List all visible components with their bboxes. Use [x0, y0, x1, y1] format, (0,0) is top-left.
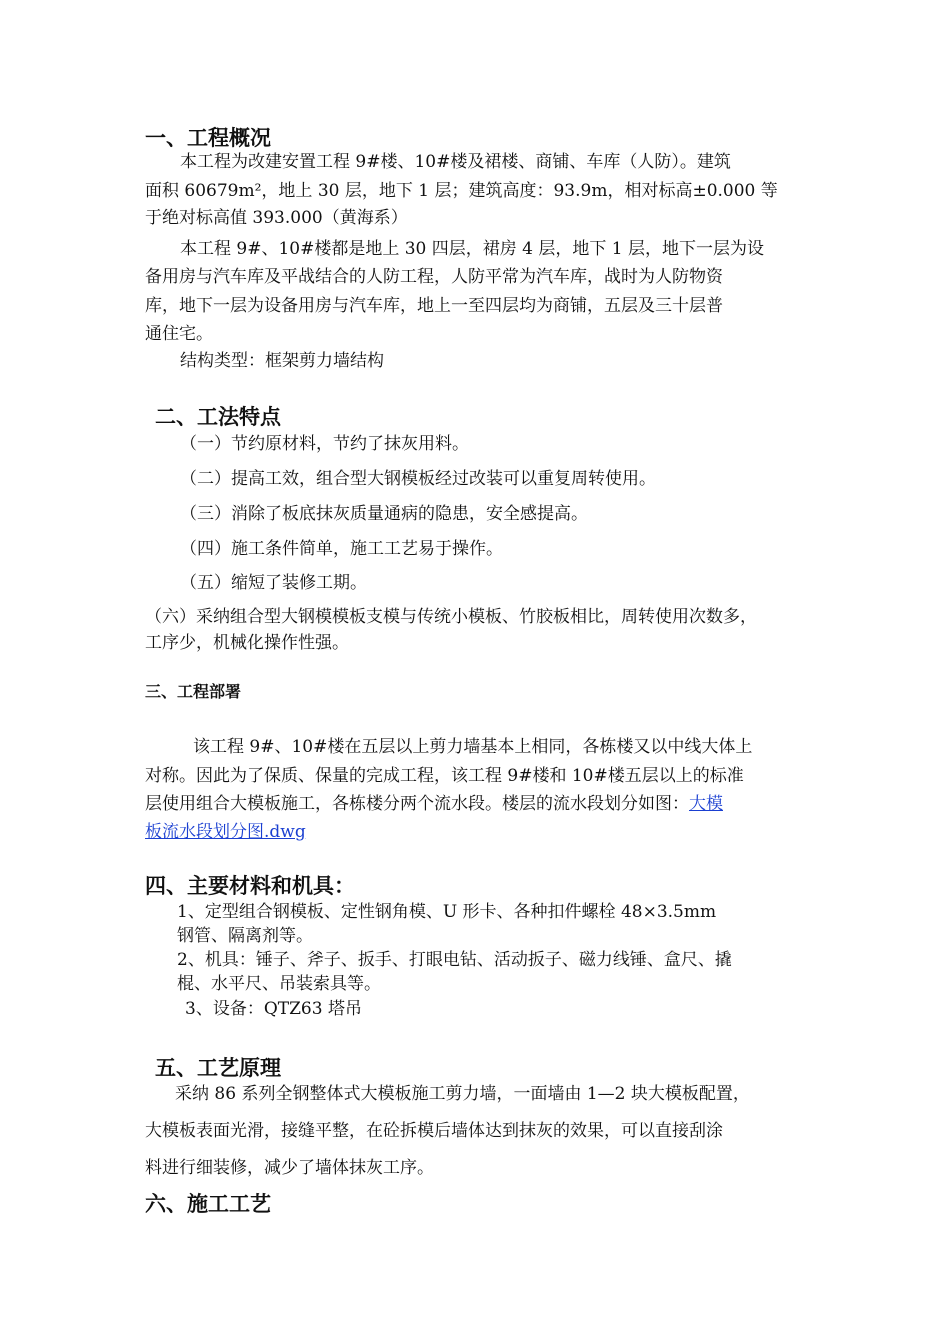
paragraph-line: 本工程 9#、10#楼都是地上 30 四层，裙房 4 层，地下 1 层，地下一层为设 — [180, 239, 765, 259]
section-heading-overview: 一、工程概况 — [145, 126, 271, 150]
dwg-file-link-text[interactable]: 板流水段划分图.dwg — [145, 822, 306, 842]
list-item: （五）缩短了装修工期。 — [180, 573, 367, 593]
section-heading-principle: 五、工艺原理 — [155, 1056, 281, 1080]
paragraph-line: 对称。因此为了保质、保量的完成工程，该工程 9#楼和 10#楼五层以上的标准 — [145, 766, 744, 786]
paragraph-line: 面积 60679m²，地上 30 层，地下 1 层；建筑高度：93.9m，相对标高±0.000 等 — [145, 181, 778, 201]
paragraph-line: 库，地下一层为设备用房与汽车库，地上一至四层均为商铺，五层及三十层普 — [145, 296, 723, 316]
list-item: （二）提高工效，组合型大钢模板经过改装可以重复周转使用。 — [180, 469, 656, 489]
list-line: 棍、水平尺、吊装索具等。 — [177, 974, 381, 994]
paragraph-line: 该工程 9#、10#楼在五层以上剪力墙基本上相同，各栋楼又以中线大体上 — [193, 737, 753, 757]
paragraph-line — [145, 793, 723, 815]
dwg-file-link-continued[interactable] — [145, 821, 306, 843]
structure-type: 结构类型：框架剪力墙结构 — [180, 351, 384, 371]
list-line: 2、机具：锤子、斧子、扳手、打眼电钻、活动扳子、磁力线锤、盒尺、撬 — [177, 950, 732, 970]
list-line: 3、设备：QTZ63 塔吊 — [185, 999, 362, 1019]
list-item: （六）采纳组合型大钢模模板支模与传统小模板、竹胶板相比，周转使用次数多， — [145, 607, 757, 627]
list-item: （三）消除了板底抹灰质量通病的隐患，安全感提高。 — [180, 504, 588, 524]
dwg-file-link[interactable]: 大模 — [689, 794, 723, 814]
section-heading-process: 六、施工工艺 — [145, 1192, 271, 1216]
paragraph-text: 层使用组合大模板施工，各栋楼分两个流水段。楼层的流水段划分如图： — [145, 794, 689, 814]
list-item: （一）节约原材料，节约了抹灰用料。 — [180, 434, 469, 454]
paragraph-line: 于绝对标高值 393.000（黄海系） — [145, 208, 408, 228]
section-heading-features: 二、工法特点 — [155, 405, 281, 429]
paragraph-line: 本工程为改建安置工程 9#楼、10#楼及裙楼、商铺、车库（人防）。建筑 — [180, 152, 731, 172]
section-heading-deployment: 三、工程部署 — [145, 682, 242, 701]
paragraph-line: 备用房与汽车库及平战结合的人防工程，人防平常为汽车库，战时为人防物资 — [145, 267, 723, 287]
list-line: 1、定型组合钢模板、定性钢角模、U 形卡、各种扣件螺栓 48×3.5mm — [177, 902, 717, 922]
list-line: 钢管、隔离剂等。 — [177, 926, 313, 946]
list-item: （四）施工条件简单，施工工艺易于操作。 — [180, 539, 503, 559]
paragraph-line: 通住宅。 — [145, 324, 213, 344]
section-heading-materials: 四、主要材料和机具： — [145, 874, 355, 898]
paragraph-line: 料进行细装修，减少了墙体抹灰工序。 — [145, 1158, 434, 1178]
paragraph-line: 采纳 86 系列全钢整体式大模板施工剪力墙，一面墙由 1—2 块大模板配置， — [175, 1084, 750, 1104]
paragraph-line: 大模板表面光滑，接缝平整，在砼拆模后墙体达到抹灰的效果，可以直接刮涂 — [145, 1121, 723, 1141]
list-item: 工序少，机械化操作性强。 — [145, 633, 349, 653]
